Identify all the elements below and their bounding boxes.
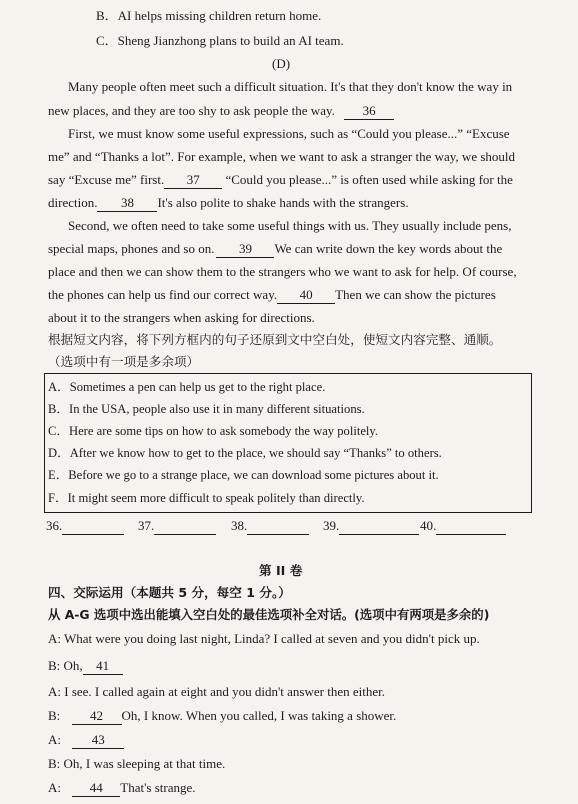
passage-line	[48, 239, 502, 259]
part2-title: 第 II 卷	[259, 563, 303, 578]
option-f: F．It might seem more difficult to speak politely than directly.	[48, 491, 365, 505]
dialogue-line: B: Oh, I was sleeping at that time.	[48, 756, 226, 771]
blank-36: 36	[344, 103, 394, 120]
passage-text: new places, and they are too shy to ask people the way.	[48, 103, 335, 118]
passage-line: about it to the strangers when asking for directions.	[48, 310, 315, 325]
passage-text: the phones can help us find our correct way.	[48, 287, 278, 302]
blank-40: 40	[277, 287, 335, 304]
passage-line: First, we must know some useful expressions, such as “Could you please...” “Excuse	[68, 126, 510, 141]
prev-option-b: B．AI helps missing children return home.	[96, 8, 322, 23]
blank-42: 42	[72, 708, 122, 725]
dialogue-line: A: What were you doing last night, Linda? I called at seven and you didn't pick up.	[48, 631, 480, 646]
passage-text: Then we can show the pictures	[335, 287, 496, 302]
blank-43: 43	[72, 732, 124, 749]
option-b: B．In the USA, people also use it in many different situations.	[48, 402, 365, 416]
answer-line	[339, 518, 419, 535]
blank-39: 39	[216, 241, 274, 258]
passage-line: Many people often meet such a difficult situation. It's that they don't know the way in	[68, 79, 513, 94]
passage-text: say “Excuse me” first.	[48, 172, 165, 187]
answer-line	[154, 518, 216, 535]
prev-option-c: C．Sheng Jianzhong plans to build an AI team.	[96, 33, 344, 48]
dialogue-line	[48, 778, 196, 798]
passage-line	[48, 170, 513, 190]
answer-label: 39.	[323, 518, 340, 533]
answer-label: 37.	[138, 518, 155, 533]
answer-blank-37	[138, 516, 216, 536]
passage-line: me” and “Thanks a lot”. For example, when we want to ask a stranger the way, we should	[48, 149, 516, 164]
dialogue-text: A:	[48, 732, 61, 747]
dialogue-text: A:	[48, 780, 61, 795]
answer-blank-40	[420, 516, 506, 536]
option-a: A．Sometimes a pen can help us get to the right place.	[48, 380, 326, 394]
answer-label: 36.	[46, 518, 63, 533]
passage-line	[48, 285, 496, 305]
passage-line: place and then we can show them to the strangers who we want to ask for help. Of course,	[48, 264, 517, 279]
section-label: (D)	[272, 56, 291, 71]
answer-line	[436, 518, 506, 535]
passage-text: It's also polite to shake hands with the strangers.	[157, 195, 409, 210]
dialogue-text: That's strange.	[120, 780, 196, 795]
instruction-line: （选项中有一项是多余项）	[48, 354, 200, 369]
dialogue-line	[48, 730, 124, 750]
blank-37: 37	[164, 172, 222, 189]
answer-line	[62, 518, 124, 535]
passage-text: direction.	[48, 195, 98, 210]
answer-line	[247, 518, 309, 535]
answer-blank-39	[323, 516, 419, 536]
instruction-line: 根据短文内容，将下列方框内的句子还原到文中空白处，使短文内容完整、通顺。	[48, 332, 502, 347]
blank-44: 44	[72, 780, 120, 797]
answer-blank-36	[46, 516, 124, 536]
passage-line	[48, 193, 409, 213]
passage-text: special maps, phones and so on.	[48, 241, 215, 256]
answer-blank-38	[231, 516, 309, 536]
option-e: E．Before we go to a strange place, we can download some pictures about it.	[48, 468, 439, 482]
part2-instruction: 从 A-G 选项中选出能填入空白处的最佳选项补全对话。(选项中有两项是多余的)	[48, 607, 490, 622]
answer-label: 40.	[420, 518, 437, 533]
option-c: C．Here are some tips on how to ask somebody the way politely.	[48, 424, 379, 438]
passage-line	[48, 101, 394, 121]
passage-text: We can write down the key words about the	[274, 241, 503, 256]
part2-heading: 四、交际运用（本题共 5 分，每空 1 分。）	[48, 585, 291, 600]
blank-38: 38	[97, 195, 157, 212]
dialogue-text: B:	[48, 708, 61, 723]
passage-text: “Could you please...” is often used while asking for the	[225, 172, 513, 187]
answer-label: 38.	[231, 518, 248, 533]
dialogue-line: A: I see. I called again at eight and you didn't answer then either.	[48, 684, 385, 699]
dialogue-text: Oh, I know. When you called, I was taking a shower.	[121, 708, 397, 723]
passage-line: Second, we often need to take some useful things with us. They usually include pens,	[68, 218, 512, 233]
dialogue-line	[48, 656, 123, 676]
blank-41: 41	[83, 658, 123, 675]
dialogue-text: B: Oh,	[48, 658, 83, 673]
option-d: D．After we know how to get to the place, we should say “Thanks” to others.	[48, 446, 442, 460]
dialogue-line	[48, 706, 396, 726]
